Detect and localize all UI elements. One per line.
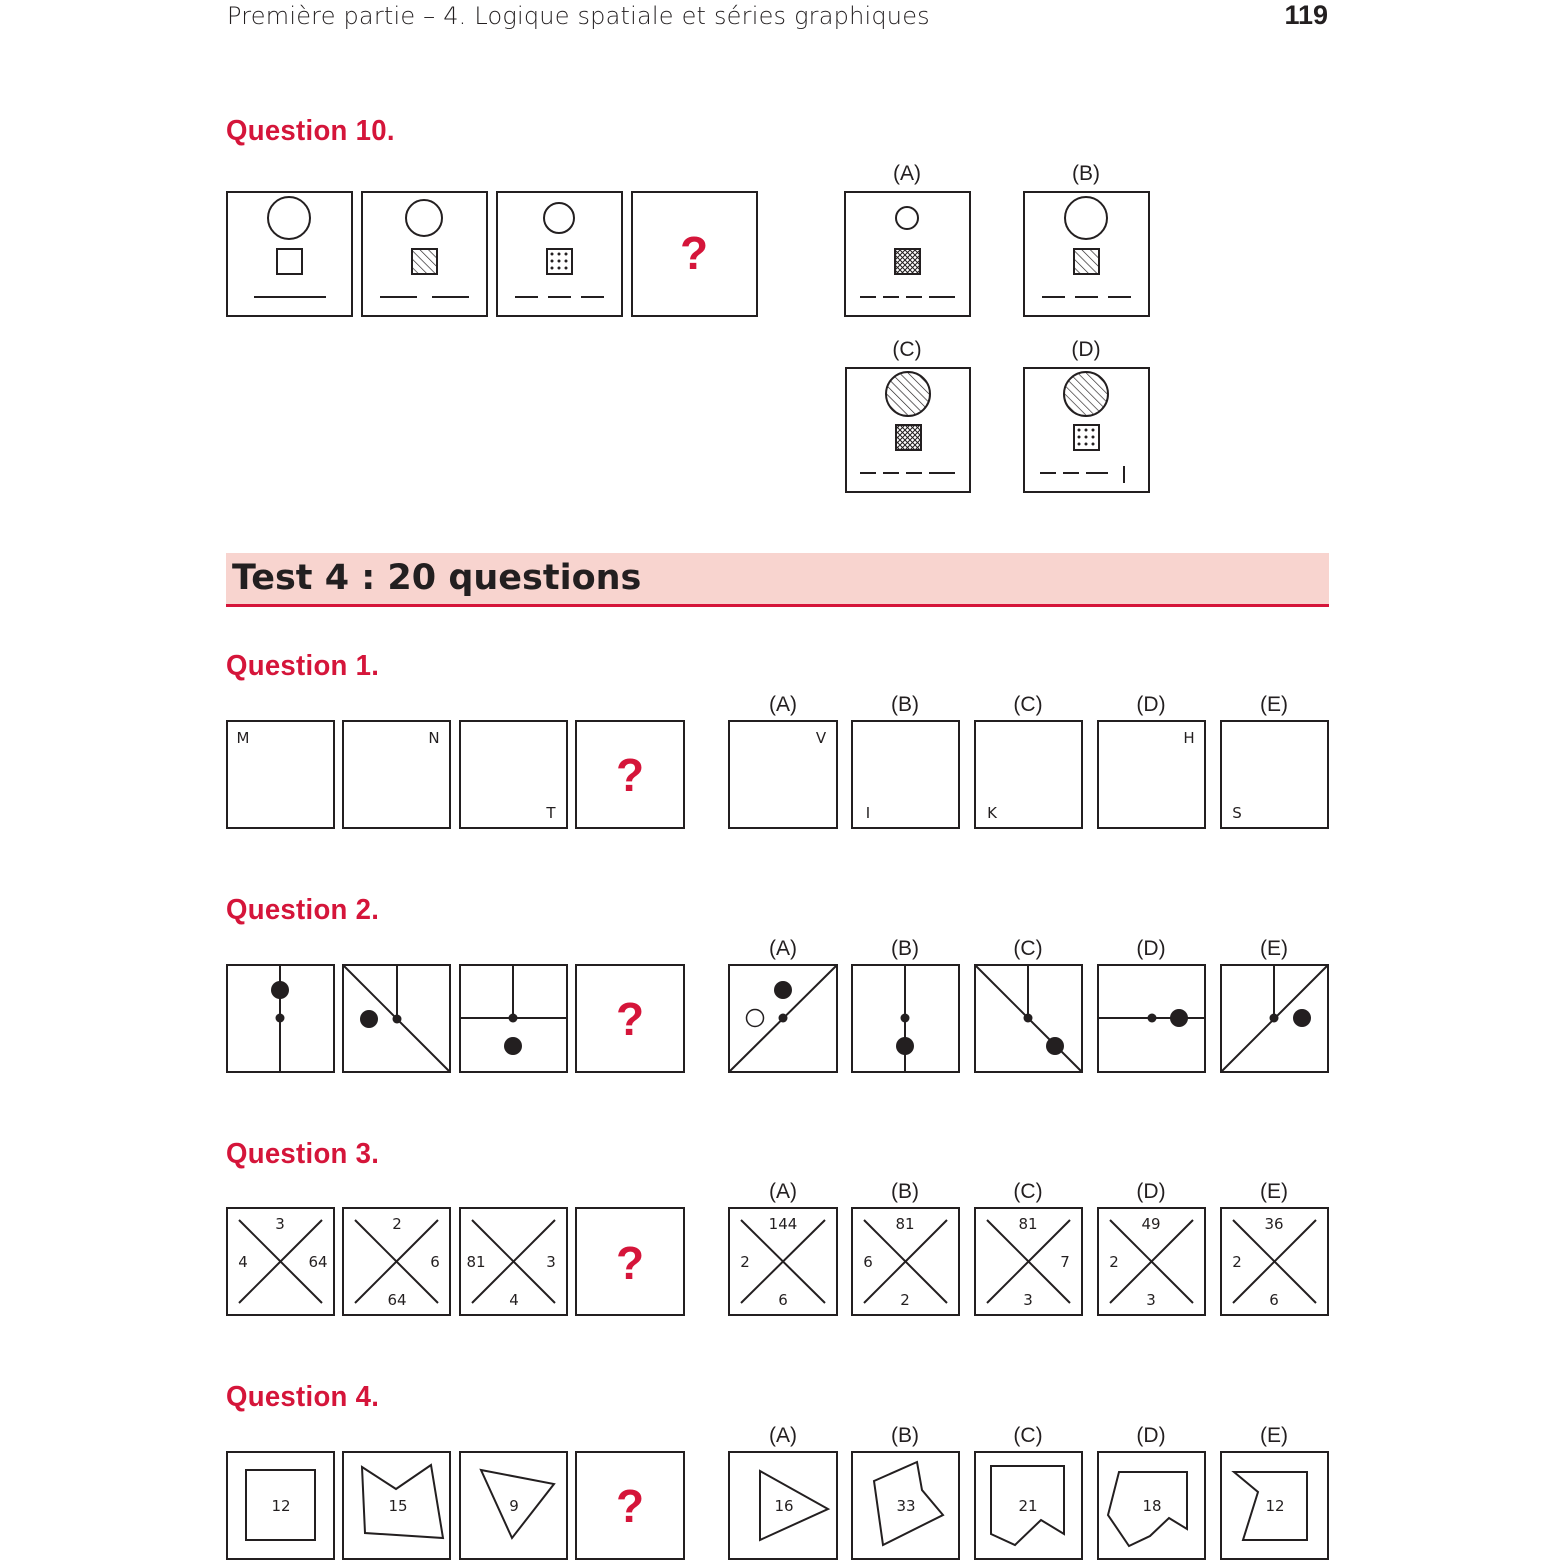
q10-choice-d[interactable] [1024, 368, 1149, 492]
q10-cell-unknown [632, 192, 757, 316]
q3-choice-e-top: 36 [1264, 1215, 1284, 1233]
q4-choice-c-label: (C) [1013, 1424, 1043, 1447]
q3-choice-a-top: 144 [768, 1215, 798, 1233]
q3-choice-b[interactable] [852, 1208, 959, 1315]
q2-series [227, 965, 684, 1072]
q4-choice-d[interactable] [1098, 1452, 1205, 1559]
q4-choices [729, 1424, 1328, 1559]
q1-letter-1: M [236, 729, 250, 747]
q3-choice-e-left: 2 [1232, 1253, 1242, 1271]
q3-cell-1-right: 64 [308, 1253, 328, 1271]
q3-choice-c-top: 81 [1018, 1215, 1038, 1233]
q3-cell-3-right: 3 [546, 1253, 556, 1271]
q10-choice-a[interactable] [845, 192, 970, 316]
question-4-title: Question 4. [226, 1381, 380, 1413]
q4-choice-c[interactable] [975, 1452, 1082, 1559]
q3-cell-2 [343, 1208, 450, 1315]
question-10-title: Question 10. [226, 115, 395, 147]
q3-choices [729, 1180, 1328, 1315]
q4-number-1: 12 [271, 1497, 291, 1515]
q3-choice-c-bottom: 3 [1023, 1291, 1033, 1309]
q3-cell-3-left: 81 [466, 1253, 486, 1271]
q2-choice-d-label: (D) [1136, 937, 1166, 960]
test-title: Test 4 : 20 questions [232, 558, 642, 598]
q3-choice-b-left: 6 [863, 1253, 873, 1271]
q3-question-mark: ? [615, 1237, 645, 1289]
q10-series [227, 192, 757, 316]
q2-cell-1 [227, 965, 334, 1072]
q3-cell-1 [227, 1208, 334, 1315]
q2-choice-d[interactable] [1098, 965, 1205, 1072]
q10-cell-2 [362, 192, 487, 316]
q4-choice-c-number: 21 [1018, 1497, 1038, 1515]
page-number: 119 [1284, 0, 1328, 30]
q3-choice-c-right: 7 [1060, 1253, 1070, 1271]
q4-cell-2 [343, 1452, 450, 1559]
q3-choice-a-bottom: 6 [778, 1291, 788, 1309]
q2-choice-c[interactable] [975, 965, 1082, 1072]
q3-cell-2-bottom: 64 [387, 1291, 407, 1309]
q3-cell-3 [460, 1208, 567, 1315]
q3-cell-1-left: 4 [238, 1253, 248, 1271]
q4-choice-b[interactable] [852, 1452, 959, 1559]
q3-cell-1-top: 3 [275, 1215, 285, 1233]
q3-cell-2-top: 2 [392, 1215, 402, 1233]
q2-cell-unknown [576, 965, 684, 1072]
q1-choice-c-letter: K [987, 804, 997, 822]
q3-choice-a[interactable] [729, 1208, 837, 1315]
q4-choice-e[interactable] [1221, 1452, 1328, 1559]
q3-choice-a-label: (A) [769, 1180, 797, 1203]
q1-choice-b-label: (B) [891, 693, 919, 716]
q1-choice-b-letter: I [865, 804, 871, 822]
q3-choice-d[interactable] [1098, 1208, 1205, 1315]
q3-choice-c-label: (C) [1013, 1180, 1043, 1203]
q2-question-mark: ? [615, 993, 645, 1045]
q4-choice-a-number: 16 [774, 1497, 794, 1515]
q4-choice-a[interactable] [729, 1452, 837, 1559]
q10-choice-c-label: (C) [892, 338, 922, 361]
q4-number-2: 15 [388, 1497, 408, 1515]
q3-cell-3-bottom: 4 [509, 1291, 519, 1309]
q1-choice-c-label: (C) [1013, 693, 1043, 716]
q1-question-mark: ? [615, 749, 645, 801]
q3-choice-b-bottom: 2 [900, 1291, 910, 1309]
q1-choice-d-letter: H [1183, 729, 1195, 747]
q10-choice-b[interactable] [1024, 192, 1149, 316]
q2-choice-a-label: (A) [769, 937, 797, 960]
q1-choices [729, 693, 1328, 828]
q2-cell-3 [460, 965, 567, 1072]
question-2-title: Question 2. [226, 894, 380, 926]
q10-choice-c[interactable] [846, 368, 970, 492]
q3-choice-a-left: 2 [740, 1253, 750, 1271]
q1-choice-a-label: (A) [769, 693, 797, 716]
q3-choice-e[interactable] [1221, 1208, 1328, 1315]
q4-choice-e-label: (E) [1260, 1424, 1288, 1447]
q4-choice-b-number: 33 [896, 1497, 916, 1515]
question-3-title: Question 3. [226, 1138, 380, 1170]
q3-series [227, 1208, 684, 1315]
q10-choices [845, 162, 1149, 492]
q1-choice-e-letter: S [1232, 804, 1242, 822]
q3-cell-unknown [576, 1208, 684, 1315]
q10-choice-a-label: (A) [893, 162, 921, 185]
q1-choice-e-label: (E) [1260, 693, 1288, 716]
q4-cell-1 [227, 1452, 334, 1559]
running-header: Première partie – 4. Logique spatiale et séries graphiques [227, 2, 930, 30]
q4-cell-unknown [576, 1452, 684, 1559]
q1-series [227, 721, 684, 828]
q3-choice-d-bottom: 3 [1146, 1291, 1156, 1309]
q3-choice-d-label: (D) [1136, 1180, 1166, 1203]
q3-choice-c[interactable] [975, 1208, 1082, 1315]
q10-cell-1 [227, 192, 352, 316]
q4-choice-d-number: 18 [1142, 1497, 1162, 1515]
q2-choice-b-label: (B) [891, 937, 919, 960]
q4-choice-e-number: 12 [1265, 1497, 1285, 1515]
q4-number-3: 9 [509, 1497, 519, 1515]
q10-choice-b-label: (B) [1072, 162, 1100, 185]
q2-choice-e-label: (E) [1260, 937, 1288, 960]
q3-choice-d-top: 49 [1141, 1215, 1161, 1233]
q3-choice-b-label: (B) [891, 1180, 919, 1203]
q2-cell-2 [343, 965, 450, 1072]
q1-letter-3: T [546, 804, 556, 822]
q2-choice-e[interactable] [1221, 965, 1328, 1072]
q2-choices [729, 937, 1328, 1072]
q10-cell-3 [497, 192, 622, 316]
q3-choice-e-label: (E) [1260, 1180, 1288, 1203]
question-1-title: Question 1. [226, 650, 380, 682]
q2-choice-a[interactable] [729, 965, 837, 1072]
q1-choice-d-label: (D) [1136, 693, 1166, 716]
q1-choice-a-letter: V [815, 729, 827, 747]
q3-cell-2-right: 6 [430, 1253, 440, 1271]
q3-choice-b-top: 81 [895, 1215, 915, 1233]
q3-choice-d-left: 2 [1109, 1253, 1119, 1271]
q4-cell-3 [460, 1452, 567, 1559]
q4-choice-a-label: (A) [769, 1424, 797, 1447]
q4-choice-b-label: (B) [891, 1424, 919, 1447]
q2-choice-c-label: (C) [1013, 937, 1043, 960]
q3-choice-e-bottom: 6 [1269, 1291, 1279, 1309]
q4-question-mark: ? [615, 1480, 645, 1532]
q1-letter-2: N [428, 729, 440, 747]
q10-question-mark: ? [679, 227, 709, 279]
q4-series [227, 1452, 684, 1559]
q2-choice-b[interactable] [852, 965, 959, 1072]
q10-choice-d-label: (D) [1071, 338, 1101, 361]
q4-choice-d-label: (D) [1136, 1424, 1166, 1447]
